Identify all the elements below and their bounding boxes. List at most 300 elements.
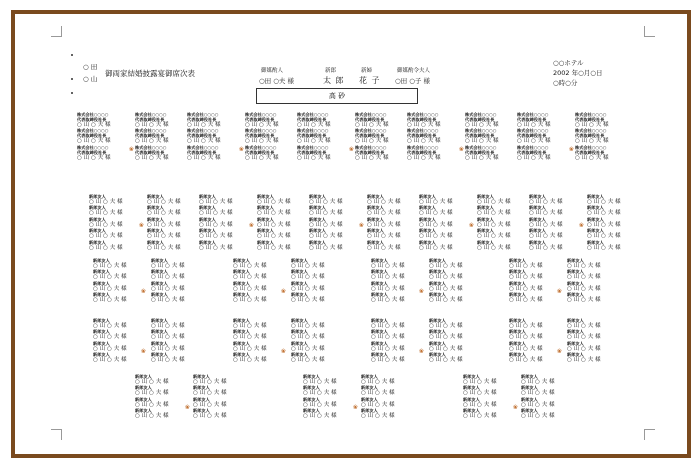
table-flower-icon: ❀ <box>141 348 147 355</box>
guest-role: 代表取締役社長 <box>355 117 385 122</box>
guest-tag: 新郎友人 <box>509 258 526 263</box>
guest-tag: 新郎友人 <box>361 396 378 402</box>
guest-tag: 新郎友人 <box>567 352 584 358</box>
guest-name: ○ 山 ○ 夫 様 <box>419 233 453 240</box>
crop-mark <box>51 429 62 440</box>
guest-tag: 新郎友人 <box>419 216 436 222</box>
guest-name: ○ 山 ○ 夫 様 <box>151 334 185 341</box>
guest-tag: 新郎友人 <box>309 194 326 199</box>
guest-name: ○ 山 ○ 夫 様 <box>465 138 499 145</box>
guest-tag: 新郎友人 <box>199 228 216 234</box>
guest-name: ○ 山 ○ 夫 様 <box>463 390 497 397</box>
guest-tag: 新郎友人 <box>147 228 164 234</box>
guest-name: ○ 山 ○ 夫 様 <box>567 263 601 269</box>
guest-tag: 新郎友人 <box>291 329 308 335</box>
seat-group <box>297 112 331 161</box>
guest-tag: 新郎友人 <box>291 292 308 298</box>
guest-name: ○ 山 ○ 夫 様 <box>291 357 325 364</box>
guest-name: ○ 山 ○ 夫 様 <box>291 297 325 304</box>
seat-group <box>93 318 127 364</box>
guest-name: ○ 山 ○ 夫 様 <box>151 285 185 292</box>
guest-tag: 新郎友人 <box>233 352 250 358</box>
guest-name: ○ 山 ○ 夫 様 <box>233 274 267 281</box>
table-flower-icon: ❀ <box>249 222 255 229</box>
seat-group <box>291 318 325 364</box>
guest-role: 代表取締役社長 <box>407 149 437 155</box>
guest-name: ○ 山 ○ 夫 様 <box>361 379 395 385</box>
document-frame <box>11 10 691 458</box>
seat-group <box>147 194 181 251</box>
guest-tag: 新郎友人 <box>371 340 388 346</box>
guest-name: ○ 山 ○ 夫 様 <box>89 221 123 228</box>
guest-tag: 新郎友人 <box>367 216 384 222</box>
guest-name: ○ 山 ○ 夫 様 <box>429 285 463 292</box>
table-flower-icon: ❀ <box>281 348 287 355</box>
crop-mark <box>51 26 62 37</box>
page <box>59 22 647 444</box>
guest-name: ○ 山 ○ 夫 様 <box>521 379 555 385</box>
seat-group <box>371 258 405 304</box>
guest-name: ○ 山 ○ 夫 様 <box>309 199 343 205</box>
seat-group <box>509 258 543 304</box>
guest-company: 株式会社○○○○ <box>517 112 549 117</box>
guest-role: 代表取締役社長 <box>245 117 275 122</box>
guest-tag: 新郎友人 <box>303 408 320 414</box>
guest-name: ○ 山 ○ 夫 様 <box>135 154 169 161</box>
guest-name: ○ 山 ○ 夫 様 <box>89 210 123 217</box>
bullet-mark <box>71 54 73 56</box>
guest-name: ○ 山 ○ 夫 様 <box>367 221 401 228</box>
guest-tag: 新郎友人 <box>371 352 388 358</box>
bullet-mark <box>71 92 73 94</box>
guest-name: ○ 山 ○ 夫 様 <box>291 345 325 352</box>
guest-name: ○ 山 ○ 夫 様 <box>93 357 127 364</box>
guest-name: ○ 山 ○ 夫 様 <box>233 345 267 352</box>
guest-name: ○ 山 ○ 夫 様 <box>521 401 555 408</box>
seat-group <box>477 194 511 251</box>
seat-group <box>199 194 233 251</box>
guest-tag: 新郎友人 <box>477 216 494 222</box>
guest-name: ○ 山 ○ 夫 様 <box>187 138 221 145</box>
guest-role: 代表取締役社長 <box>355 149 385 155</box>
guest-company: 株式会社○○○○ <box>517 144 549 150</box>
guest-tag: 新郎友人 <box>367 205 384 211</box>
guest-name: ○ 山 ○ 夫 様 <box>517 122 551 128</box>
seat-group <box>233 258 267 304</box>
guest-role: 代表取締役社長 <box>297 149 327 155</box>
guest-name: ○ 山 ○ 夫 様 <box>193 379 227 385</box>
seat-group <box>419 194 453 251</box>
guest-tag: 新郎友人 <box>147 239 164 245</box>
guest-tag: 新郎友人 <box>587 205 604 211</box>
guest-tag: 新郎友人 <box>371 269 388 275</box>
guest-tag: 新郎友人 <box>463 374 480 379</box>
guest-name: ○ 山 ○ 夫 様 <box>575 138 609 145</box>
guest-tag: 新郎友人 <box>291 280 308 286</box>
seat-group <box>245 112 279 161</box>
guest-tag: 新郎友人 <box>587 239 604 245</box>
table-flower-icon: ❀ <box>139 222 145 229</box>
guest-tag: 新郎友人 <box>303 396 320 402</box>
seat-group <box>429 318 463 364</box>
guest-name: ○ 山 ○ 夫 様 <box>371 263 405 269</box>
guest-name: ○ 山 ○ 夫 様 <box>193 401 227 408</box>
guest-tag: 新郎友人 <box>135 408 152 414</box>
guest-tag: 新郎友人 <box>309 228 326 234</box>
guest-name: ○ 山 ○ 夫 様 <box>193 413 227 420</box>
guest-name: ○ 山 ○ 夫 様 <box>477 244 511 251</box>
guest-name: ○ 山 ○ 夫 様 <box>233 334 267 341</box>
table-flower-icon: ❀ <box>419 348 425 355</box>
guest-tag: 新郎友人 <box>309 239 326 245</box>
guest-name: ○ 山 ○ 夫 様 <box>419 210 453 217</box>
guest-name: ○ 山 ○ 夫 様 <box>529 244 563 251</box>
guest-name: ○ 山 ○ 夫 様 <box>151 323 185 329</box>
guest-name: ○ 山 ○ 夫 様 <box>509 297 543 304</box>
guest-name: ○ 山 ○ 夫 様 <box>529 221 563 228</box>
guest-name: ○ 山 ○ 夫 様 <box>509 345 543 352</box>
guest-company: 株式会社○○○○ <box>187 128 219 134</box>
guest-name: ○ 山 ○ 夫 様 <box>361 413 395 420</box>
guest-tag: 新郎友人 <box>193 396 210 402</box>
crop-mark <box>644 26 655 37</box>
guest-role: 代表取締役社長 <box>187 133 217 139</box>
guest-tag: 新郎友人 <box>93 340 110 346</box>
guest-name: ○ 山 ○ 夫 様 <box>297 154 331 161</box>
guest-tag: 新郎友人 <box>233 258 250 263</box>
guest-name: ○ 山 ○ 夫 様 <box>257 221 291 228</box>
table-flower-icon: ❀ <box>185 404 191 411</box>
guest-tag: 新郎友人 <box>361 374 378 379</box>
guest-tag: 新郎友人 <box>257 228 274 234</box>
guest-name: ○ 山 ○ 夫 様 <box>135 390 169 397</box>
guest-name: ○ 山 ○ 夫 様 <box>291 274 325 281</box>
guest-tag: 新郎友人 <box>135 374 152 379</box>
event-date: 2002 年○月○日 <box>553 69 603 77</box>
seat-group <box>291 258 325 304</box>
table-flower-icon: ❀ <box>569 146 575 153</box>
guest-name: ○ 山 ○ 夫 様 <box>465 122 499 128</box>
guest-tag: 新郎友人 <box>463 385 480 391</box>
guest-tag: 新郎友人 <box>257 205 274 211</box>
guest-tag: 新郎友人 <box>151 280 168 286</box>
table-flower-icon: ❀ <box>349 146 355 153</box>
guest-tag: 新郎友人 <box>309 216 326 222</box>
guest-tag: 新郎友人 <box>93 318 110 323</box>
guest-tag: 新郎友人 <box>509 292 526 298</box>
guest-company: 株式会社○○○○ <box>575 112 607 117</box>
seat-group <box>187 112 221 161</box>
guest-tag: 新郎友人 <box>257 216 274 222</box>
guest-role: 代表取締役社長 <box>407 133 437 139</box>
table-flower-icon: ❀ <box>459 146 465 153</box>
seat-group <box>257 194 291 251</box>
guest-name: ○ 山 ○ 夫 様 <box>587 233 621 240</box>
guest-name: ○ 山 ○ 夫 様 <box>477 199 511 205</box>
guest-name: ○ 山 ○ 夫 様 <box>147 210 181 217</box>
guest-tag: 新郎友人 <box>257 239 274 245</box>
guest-tag: 新郎友人 <box>291 258 308 263</box>
guest-name: ○ 山 ○ 夫 様 <box>77 154 111 161</box>
go-between-label: 御媒酌人 <box>261 68 284 74</box>
guest-name: ○ 山 ○ 夫 様 <box>151 345 185 352</box>
guest-company: 株式会社○○○○ <box>517 128 549 134</box>
table-flower-icon: ❀ <box>359 222 365 229</box>
guest-role: 代表取締役社長 <box>245 133 275 139</box>
guest-tag: 新郎友人 <box>371 280 388 286</box>
guest-name: ○ 山 ○ 夫 様 <box>587 210 621 217</box>
guest-name: ○ 山 ○ 夫 様 <box>477 233 511 240</box>
guest-name: ○ 山 ○ 夫 様 <box>529 199 563 205</box>
guest-name: ○ 山 ○ 夫 様 <box>567 345 601 352</box>
seat-group <box>93 258 127 304</box>
guest-company: 株式会社○○○○ <box>297 128 329 134</box>
guest-name: ○ 山 ○ 夫 様 <box>371 323 405 329</box>
table-flower-icon: ❀ <box>239 146 245 153</box>
guest-name: ○ 山 ○ 夫 様 <box>463 413 497 420</box>
guest-role: 代表取締役社長 <box>135 133 165 139</box>
guest-tag: 新郎友人 <box>587 194 604 199</box>
guest-tag: 新郎友人 <box>419 239 436 245</box>
guest-tag: 新郎友人 <box>429 318 446 323</box>
guest-name: ○ 山 ○ 夫 様 <box>509 274 543 281</box>
guest-name: ○ 山 ○ 夫 様 <box>93 334 127 341</box>
guest-tag: 新郎友人 <box>199 194 216 199</box>
guest-role: 代表取締役社長 <box>407 117 437 122</box>
guest-name: ○ 山 ○ 夫 様 <box>77 122 111 128</box>
seat-group <box>151 318 185 364</box>
guest-name: ○ 山 ○ 夫 様 <box>429 345 463 352</box>
seat-group <box>509 318 543 364</box>
guest-tag: 新郎友人 <box>147 216 164 222</box>
guest-company: 株式会社○○○○ <box>77 112 109 117</box>
guest-tag: 新郎友人 <box>429 352 446 358</box>
seat-group <box>233 318 267 364</box>
guest-company: 株式会社○○○○ <box>187 144 219 150</box>
guest-tag: 新郎友人 <box>371 258 388 263</box>
guest-tag: 新郎友人 <box>419 228 436 234</box>
seat-group <box>517 112 551 161</box>
guest-name: ○ 山 ○ 夫 様 <box>199 233 233 240</box>
guest-tag: 新郎友人 <box>361 408 378 414</box>
guest-company: 株式会社○○○○ <box>575 144 607 150</box>
guest-name: ○ 山 ○ 夫 様 <box>199 221 233 228</box>
guest-tag: 新郎友人 <box>291 352 308 358</box>
guest-name: ○ 山 ○ 夫 様 <box>463 379 497 385</box>
guest-tag: 新郎友人 <box>371 329 388 335</box>
guest-name: ○ 山 ○ 夫 様 <box>93 263 127 269</box>
seat-group <box>135 112 169 161</box>
guest-name: ○ 山 ○ 夫 様 <box>309 210 343 217</box>
event-time: ○時○分 <box>553 79 578 87</box>
guest-name: ○ 山 ○ 夫 様 <box>89 199 123 205</box>
guest-name: ○ 山 ○ 夫 様 <box>567 334 601 341</box>
guest-tag: 新郎友人 <box>93 258 110 263</box>
guest-name: ○ 山 ○ 夫 様 <box>355 138 389 145</box>
table-flower-icon: ❀ <box>281 288 287 295</box>
guest-company: 株式会社○○○○ <box>135 128 167 134</box>
guest-name: ○ 山 ○ 夫 様 <box>135 138 169 145</box>
guest-tag: 新郎友人 <box>587 216 604 222</box>
guest-role: 代表取締役社長 <box>465 133 495 139</box>
guest-name: ○ 山 ○ 夫 様 <box>199 199 233 205</box>
guest-tag: 新郎友人 <box>521 396 538 402</box>
guest-name: ○ 山 ○ 夫 様 <box>509 263 543 269</box>
guest-name: ○ 山 ○ 夫 様 <box>371 345 405 352</box>
guest-name: ○ 山 ○ 夫 様 <box>371 274 405 281</box>
guest-name: ○ 山 ○ 夫 様 <box>193 390 227 397</box>
guest-company: 株式会社○○○○ <box>297 144 329 150</box>
guest-tag: 新郎友人 <box>477 228 494 234</box>
guest-name: ○ 山 ○ 夫 様 <box>567 323 601 329</box>
guest-tag: 新郎友人 <box>567 318 584 323</box>
guest-tag: 新郎友人 <box>509 318 526 323</box>
guest-tag: 新郎友人 <box>257 194 274 199</box>
guest-tag: 新郎友人 <box>429 258 446 263</box>
guest-name: ○ 山 ○ 夫 様 <box>371 297 405 304</box>
guest-role: 代表取締役社長 <box>77 149 107 155</box>
guest-name: ○ 山 ○ 夫 様 <box>407 154 441 161</box>
seat-group <box>77 112 111 161</box>
guest-company: 株式会社○○○○ <box>355 128 387 134</box>
guest-tag: 新郎友人 <box>429 269 446 275</box>
groom-name: 太 郎 <box>323 76 345 85</box>
seat-group <box>361 374 395 420</box>
guest-name: ○ 山 ○ 夫 様 <box>477 221 511 228</box>
guest-name: ○ 山 ○ 夫 様 <box>291 263 325 269</box>
guest-company: 株式会社○○○○ <box>245 128 277 134</box>
bride-name: 花 子 <box>359 76 381 85</box>
guest-name: ○ 山 ○ 夫 様 <box>521 413 555 420</box>
guest-tag: 新郎友人 <box>151 329 168 335</box>
guest-company: 株式会社○○○○ <box>187 112 219 117</box>
guest-name: ○ 山 ○ 夫 様 <box>303 390 337 397</box>
guest-name: ○ 山 ○ 夫 様 <box>257 233 291 240</box>
guest-name: ○ 山 ○ 夫 様 <box>419 221 453 228</box>
go-between-name: ○田 ○夫 様 <box>259 77 294 85</box>
guest-name: ○ 山 ○ 夫 様 <box>233 323 267 329</box>
guest-name: ○ 山 ○ 夫 様 <box>93 274 127 281</box>
guest-name: ○ 山 ○ 夫 様 <box>509 357 543 364</box>
guest-role: 代表取締役社長 <box>135 117 165 122</box>
seat-group <box>407 112 441 161</box>
guest-name: ○ 山 ○ 夫 様 <box>529 233 563 240</box>
guest-name: ○ 山 ○ 夫 様 <box>567 285 601 292</box>
guest-name: ○ 山 ○ 夫 様 <box>355 122 389 128</box>
guest-name: ○ 山 ○ 夫 様 <box>135 122 169 128</box>
guest-name: ○ 山 ○ 夫 様 <box>587 221 621 228</box>
guest-tag: 新郎友人 <box>567 340 584 346</box>
guest-name: ○ 山 ○ 夫 様 <box>147 221 181 228</box>
guest-tag: 新郎友人 <box>309 205 326 211</box>
guest-name: ○ 山 ○ 夫 様 <box>151 357 185 364</box>
guest-name: ○ 山 ○ 夫 様 <box>517 154 551 161</box>
guest-name: ○ 山 ○ 夫 様 <box>575 154 609 161</box>
guest-name: ○ 山 ○ 夫 様 <box>429 357 463 364</box>
guest-name: ○ 山 ○ 夫 様 <box>233 357 267 364</box>
guest-tag: 新郎友人 <box>477 239 494 245</box>
guest-tag: 新郎友人 <box>567 280 584 286</box>
guest-tag: 新郎友人 <box>135 385 152 391</box>
guest-name: ○ 山 ○ 夫 様 <box>187 122 221 128</box>
guest-name: ○ 山 ○ 夫 様 <box>407 138 441 145</box>
guest-name: ○ 山 ○ 夫 様 <box>367 244 401 251</box>
guest-tag: 新郎友人 <box>367 194 384 199</box>
guest-tag: 新郎友人 <box>151 258 168 263</box>
guest-name: ○ 山 ○ 夫 様 <box>309 221 343 228</box>
guest-name: ○ 山 ○ 夫 様 <box>371 285 405 292</box>
guest-tag: 新郎友人 <box>193 385 210 391</box>
guest-name: ○ 山 ○ 夫 様 <box>291 285 325 292</box>
bride-label: 新婦 <box>361 68 373 74</box>
guest-name: ○ 山 ○ 夫 様 <box>147 244 181 251</box>
table-flower-icon: ❀ <box>513 404 519 411</box>
guest-name: ○ 山 ○ 夫 様 <box>419 244 453 251</box>
bullet-mark <box>71 78 73 80</box>
guest-name: ○ 山 ○ 夫 様 <box>257 210 291 217</box>
guest-tag: 新郎友人 <box>199 205 216 211</box>
guest-tag: 新郎友人 <box>303 385 320 391</box>
seat-group <box>529 194 563 251</box>
guest-tag: 新郎友人 <box>193 374 210 379</box>
guest-tag: 新郎友人 <box>93 269 110 275</box>
guest-tag: 新郎友人 <box>291 340 308 346</box>
guest-company: 株式会社○○○○ <box>245 112 277 117</box>
guest-name: ○ 山 ○ 夫 様 <box>407 122 441 128</box>
guest-role: 代表取締役社長 <box>465 149 495 155</box>
guest-tag: 新郎友人 <box>233 318 250 323</box>
guest-name: ○ 山 ○ 夫 様 <box>151 263 185 269</box>
guest-role: 代表取締役社長 <box>77 133 107 139</box>
guest-tag: 新郎友人 <box>529 239 546 245</box>
family-name-2: ○ 山 <box>83 75 98 83</box>
guest-name: ○ 山 ○ 夫 様 <box>199 244 233 251</box>
guest-tag: 新郎友人 <box>371 292 388 298</box>
guest-name: ○ 山 ○ 夫 様 <box>147 233 181 240</box>
guest-tag: 新郎友人 <box>429 292 446 298</box>
guest-company: 株式会社○○○○ <box>465 112 497 117</box>
guest-name: ○ 山 ○ 夫 様 <box>233 297 267 304</box>
guest-name: ○ 山 ○ 夫 様 <box>93 323 127 329</box>
guest-name: ○ 山 ○ 夫 様 <box>89 244 123 251</box>
guest-name: ○ 山 ○ 夫 様 <box>93 297 127 304</box>
guest-role: 代表取締役社長 <box>517 117 547 122</box>
guest-tag: 新郎友人 <box>233 280 250 286</box>
guest-name: ○ 山 ○ 夫 様 <box>367 199 401 205</box>
guest-role: 代表取締役社長 <box>355 133 385 139</box>
guest-name: ○ 山 ○ 夫 様 <box>371 334 405 341</box>
guest-tag: 新郎友人 <box>567 292 584 298</box>
table-flower-icon: ❀ <box>579 222 585 229</box>
guest-tag: 新郎友人 <box>567 269 584 275</box>
guest-name: ○ 山 ○ 夫 様 <box>303 413 337 420</box>
groom-label: 新郎 <box>325 68 337 74</box>
guest-tag: 新郎友人 <box>291 269 308 275</box>
guest-name: ○ 山 ○ 夫 様 <box>135 401 169 408</box>
guest-tag: 新郎友人 <box>89 216 106 222</box>
venue-name: ○○ホテル <box>553 59 584 67</box>
guest-company: 株式会社○○○○ <box>465 128 497 134</box>
guest-name: ○ 山 ○ 夫 様 <box>303 379 337 385</box>
table-flower-icon: ❀ <box>129 146 135 153</box>
guest-name: ○ 山 ○ 夫 様 <box>245 154 279 161</box>
seat-group <box>575 112 609 161</box>
guest-tag: 新郎友人 <box>529 216 546 222</box>
guest-role: 代表取締役社長 <box>297 117 327 122</box>
guest-tag: 新郎友人 <box>89 239 106 245</box>
guest-name: ○ 山 ○ 夫 様 <box>465 154 499 161</box>
guest-name: ○ 山 ○ 夫 様 <box>517 138 551 145</box>
